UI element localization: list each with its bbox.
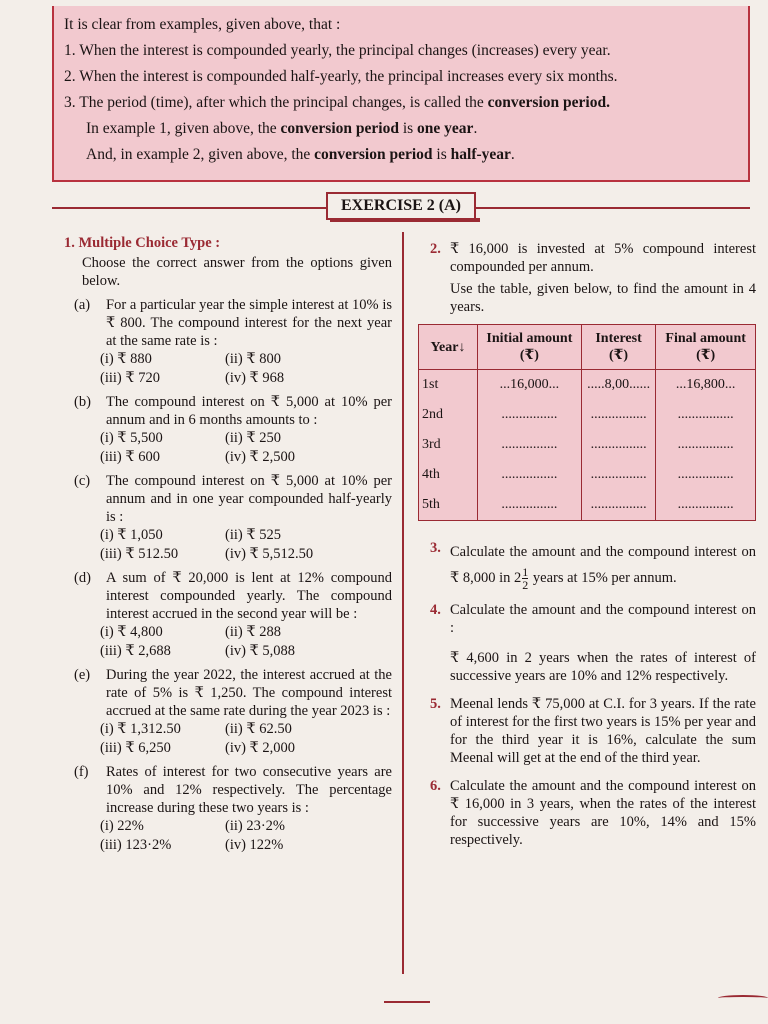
left-column bbox=[64, 234, 392, 854]
mcq-option[interactable]: (ii) ₹ 250 bbox=[225, 430, 281, 446]
col-final-amount: Final amount (₹) bbox=[656, 325, 756, 370]
table-header-row bbox=[419, 325, 756, 370]
mcq-option[interactable]: (iv) ₹ 968 bbox=[225, 370, 285, 386]
mcq-label: (c) bbox=[74, 473, 91, 489]
mcq-item bbox=[74, 472, 392, 563]
mcq-option[interactable]: (iii) ₹ 720 bbox=[100, 370, 160, 386]
table-cell: ................ bbox=[478, 400, 582, 430]
mcq-option[interactable]: (iii) 123·2% bbox=[100, 837, 172, 853]
table-cell: ................ bbox=[581, 460, 656, 490]
mcq-options bbox=[100, 720, 392, 757]
mcq-option[interactable]: (i) ₹ 1,312.50 bbox=[100, 721, 181, 737]
col-initial-amount: Initial amount (₹) bbox=[478, 325, 582, 370]
mcq-option[interactable]: (iii) ₹ 6,250 bbox=[100, 740, 171, 756]
mcq-options bbox=[100, 429, 392, 466]
table-cell: 3rd bbox=[419, 430, 478, 460]
mcq-option[interactable]: (ii) ₹ 525 bbox=[225, 527, 281, 543]
mcq-label: (a) bbox=[74, 297, 91, 313]
mcq-option[interactable]: (ii) ₹ 800 bbox=[225, 351, 281, 367]
table-row bbox=[419, 400, 756, 430]
mcq-option[interactable]: (ii) ₹ 62.50 bbox=[225, 721, 292, 737]
mcq-option[interactable]: (i) 22% bbox=[100, 818, 144, 834]
question-2-instruction: Use the table, given below, to find the amount in 4 years. bbox=[450, 281, 756, 315]
note-item-1: 1. When the interest is compounded yearly, the principal changes (increases) every year. bbox=[64, 42, 611, 59]
table-cell: ................ bbox=[656, 430, 756, 460]
mcq-question: The compound interest on ₹ 5,000 at 10% per annum and in 6 months amounts to : bbox=[106, 394, 392, 428]
mcq-item bbox=[74, 296, 392, 387]
table-row bbox=[419, 460, 756, 490]
table-cell: 4th bbox=[419, 460, 478, 490]
mcq-question: Rates of interest for two consecutive years are 10% and 12% respectively. The percentage increase during these two years is : bbox=[106, 764, 392, 816]
table-row bbox=[419, 370, 756, 401]
table-cell: ................ bbox=[478, 460, 582, 490]
table-cell: 5th bbox=[419, 490, 478, 521]
mcq-option[interactable]: (iii) ₹ 600 bbox=[100, 449, 160, 465]
question-5: 5. Meenal lends ₹ 75,000 at C.I. for 3 years. If the rate of interest for the first two years is 15% per year and for the third year it is 16%, calculate the sum Meenal will get at the end of the third year. bbox=[430, 696, 756, 767]
mcq-options bbox=[100, 817, 392, 854]
mcq-item bbox=[74, 666, 392, 757]
mcq-options bbox=[100, 350, 392, 387]
question-3: 3. Calculate the amount and the compound interest on ₹ 8,000 in 2 $\frac{1}{2}$ years at 15% per annum. bbox=[430, 540, 756, 593]
note-intro: It is clear from examples, given above, that : bbox=[64, 16, 341, 33]
mcq-option[interactable]: (i) ₹ 4,800 bbox=[100, 624, 163, 640]
table-cell: ................ bbox=[581, 400, 656, 430]
note-item-2: 2. When the interest is compounded half-yearly, the principal increases every six months. bbox=[64, 68, 618, 85]
mcq-option[interactable]: (iv) 122% bbox=[225, 837, 284, 853]
question-6: 6. Calculate the amount and the compound interest on ₹ 16,000 in 3 years, when the rates of the interest for successive years are 10%, 14% and 15% respectively. bbox=[430, 778, 756, 849]
mcq-label: (f) bbox=[74, 764, 89, 780]
table-cell: ................ bbox=[478, 490, 582, 521]
table-cell: ...16,000... bbox=[478, 370, 582, 401]
right-column bbox=[422, 240, 756, 855]
mcq-question: A sum of ₹ 20,000 is lent at 12% compound interest compounded yearly. The compound interest accrued in the second year will be : bbox=[106, 570, 392, 622]
summary-note-box bbox=[52, 6, 750, 182]
exercise-title: EXERCISE 2 (A) bbox=[326, 192, 476, 220]
mcq-option[interactable]: (iv) ₹ 5,512.50 bbox=[225, 546, 314, 562]
question-1-heading: 1. Multiple Choice Type : bbox=[64, 235, 221, 251]
table-cell: ................ bbox=[581, 490, 656, 521]
mcq-option[interactable]: (i) ₹ 880 bbox=[100, 351, 152, 367]
mcq-options bbox=[100, 623, 392, 660]
bottom-rule bbox=[384, 1001, 430, 1003]
table-cell: 2nd bbox=[419, 400, 478, 430]
question-4: 4. Calculate the amount and the compound interest on : ₹ 4,600 in 2 years when the rates of interest of successive years are 10% and 12% respectively. bbox=[430, 602, 756, 685]
mcq-item bbox=[74, 569, 392, 660]
question-2-text: ₹ 16,000 is invested at 5% compound interest compounded per annum. bbox=[450, 241, 756, 275]
table-cell: ................ bbox=[478, 430, 582, 460]
question-2: 2. ₹ 16,000 is invested at 5% compound interest compounded per annum. Use the table, given below, to find the amount in 4 years. bbox=[430, 241, 756, 315]
table-cell: .....8,00...... bbox=[581, 370, 656, 401]
column-divider bbox=[402, 232, 404, 974]
table-cell: ...16,800... bbox=[656, 370, 756, 401]
mcq-option[interactable]: (iii) ₹ 2,688 bbox=[100, 643, 171, 659]
mcq-option[interactable]: (iv) ₹ 2,000 bbox=[225, 740, 296, 756]
mcq-item bbox=[74, 393, 392, 466]
exercise-rule-right bbox=[476, 207, 750, 209]
note-item-3: 3. The period (time), after which the principal changes, is called the conversion period. bbox=[64, 94, 610, 111]
note-example-2: And, in example 2, given above, the conversion period is half-year. bbox=[86, 146, 515, 163]
mcq-label: (b) bbox=[74, 394, 91, 410]
mcq-option[interactable]: (iv) ₹ 2,500 bbox=[225, 449, 296, 465]
mcq-option[interactable]: (iii) ₹ 512.50 bbox=[100, 546, 179, 562]
mcq-option[interactable]: (ii) 23·2% bbox=[225, 818, 285, 834]
question-1-instruction: Choose the correct answer from the options given below. bbox=[82, 255, 392, 289]
fraction-half: $\frac{1}{2}$ bbox=[522, 565, 529, 593]
mcq-option[interactable]: (i) ₹ 5,500 bbox=[100, 430, 163, 446]
mcq-options bbox=[100, 526, 392, 563]
col-interest: Interest (₹) bbox=[581, 325, 656, 370]
table-cell: ................ bbox=[656, 490, 756, 521]
table-cell: ................ bbox=[656, 400, 756, 430]
note-example-1: In example 1, given above, the conversion period is one year. bbox=[86, 120, 478, 137]
mcq-item bbox=[74, 763, 392, 854]
mcq-option[interactable]: (iv) ₹ 5,088 bbox=[225, 643, 296, 659]
table-row bbox=[419, 490, 756, 521]
exercise-rule-left bbox=[52, 207, 326, 209]
mcq-question: During the year 2022, the interest accrued at the rate of 5% is ₹ 1,250. The compound interest accrued at the same rate during the year 2023 is : bbox=[106, 667, 392, 719]
page-edge-curve bbox=[718, 995, 768, 1001]
col-year: Year↓ bbox=[419, 325, 478, 370]
mcq-label: (e) bbox=[74, 667, 91, 683]
mcq-label: (d) bbox=[74, 570, 91, 586]
table-cell: ................ bbox=[656, 460, 756, 490]
mcq-question: For a particular year the simple interest at 10% is ₹ 800. The compound interest for the next year at the same rate is : bbox=[106, 297, 392, 349]
table-row bbox=[419, 430, 756, 460]
table-cell: 1st bbox=[419, 370, 478, 401]
mcq-option[interactable]: (ii) ₹ 288 bbox=[225, 624, 281, 640]
table-cell: ................ bbox=[581, 430, 656, 460]
mcq-option[interactable]: (i) ₹ 1,050 bbox=[100, 527, 163, 543]
mcq-question: The compound interest on ₹ 5,000 at 10% per annum and in one year compounded half-yearly is : bbox=[106, 473, 392, 525]
interest-table bbox=[418, 324, 756, 521]
